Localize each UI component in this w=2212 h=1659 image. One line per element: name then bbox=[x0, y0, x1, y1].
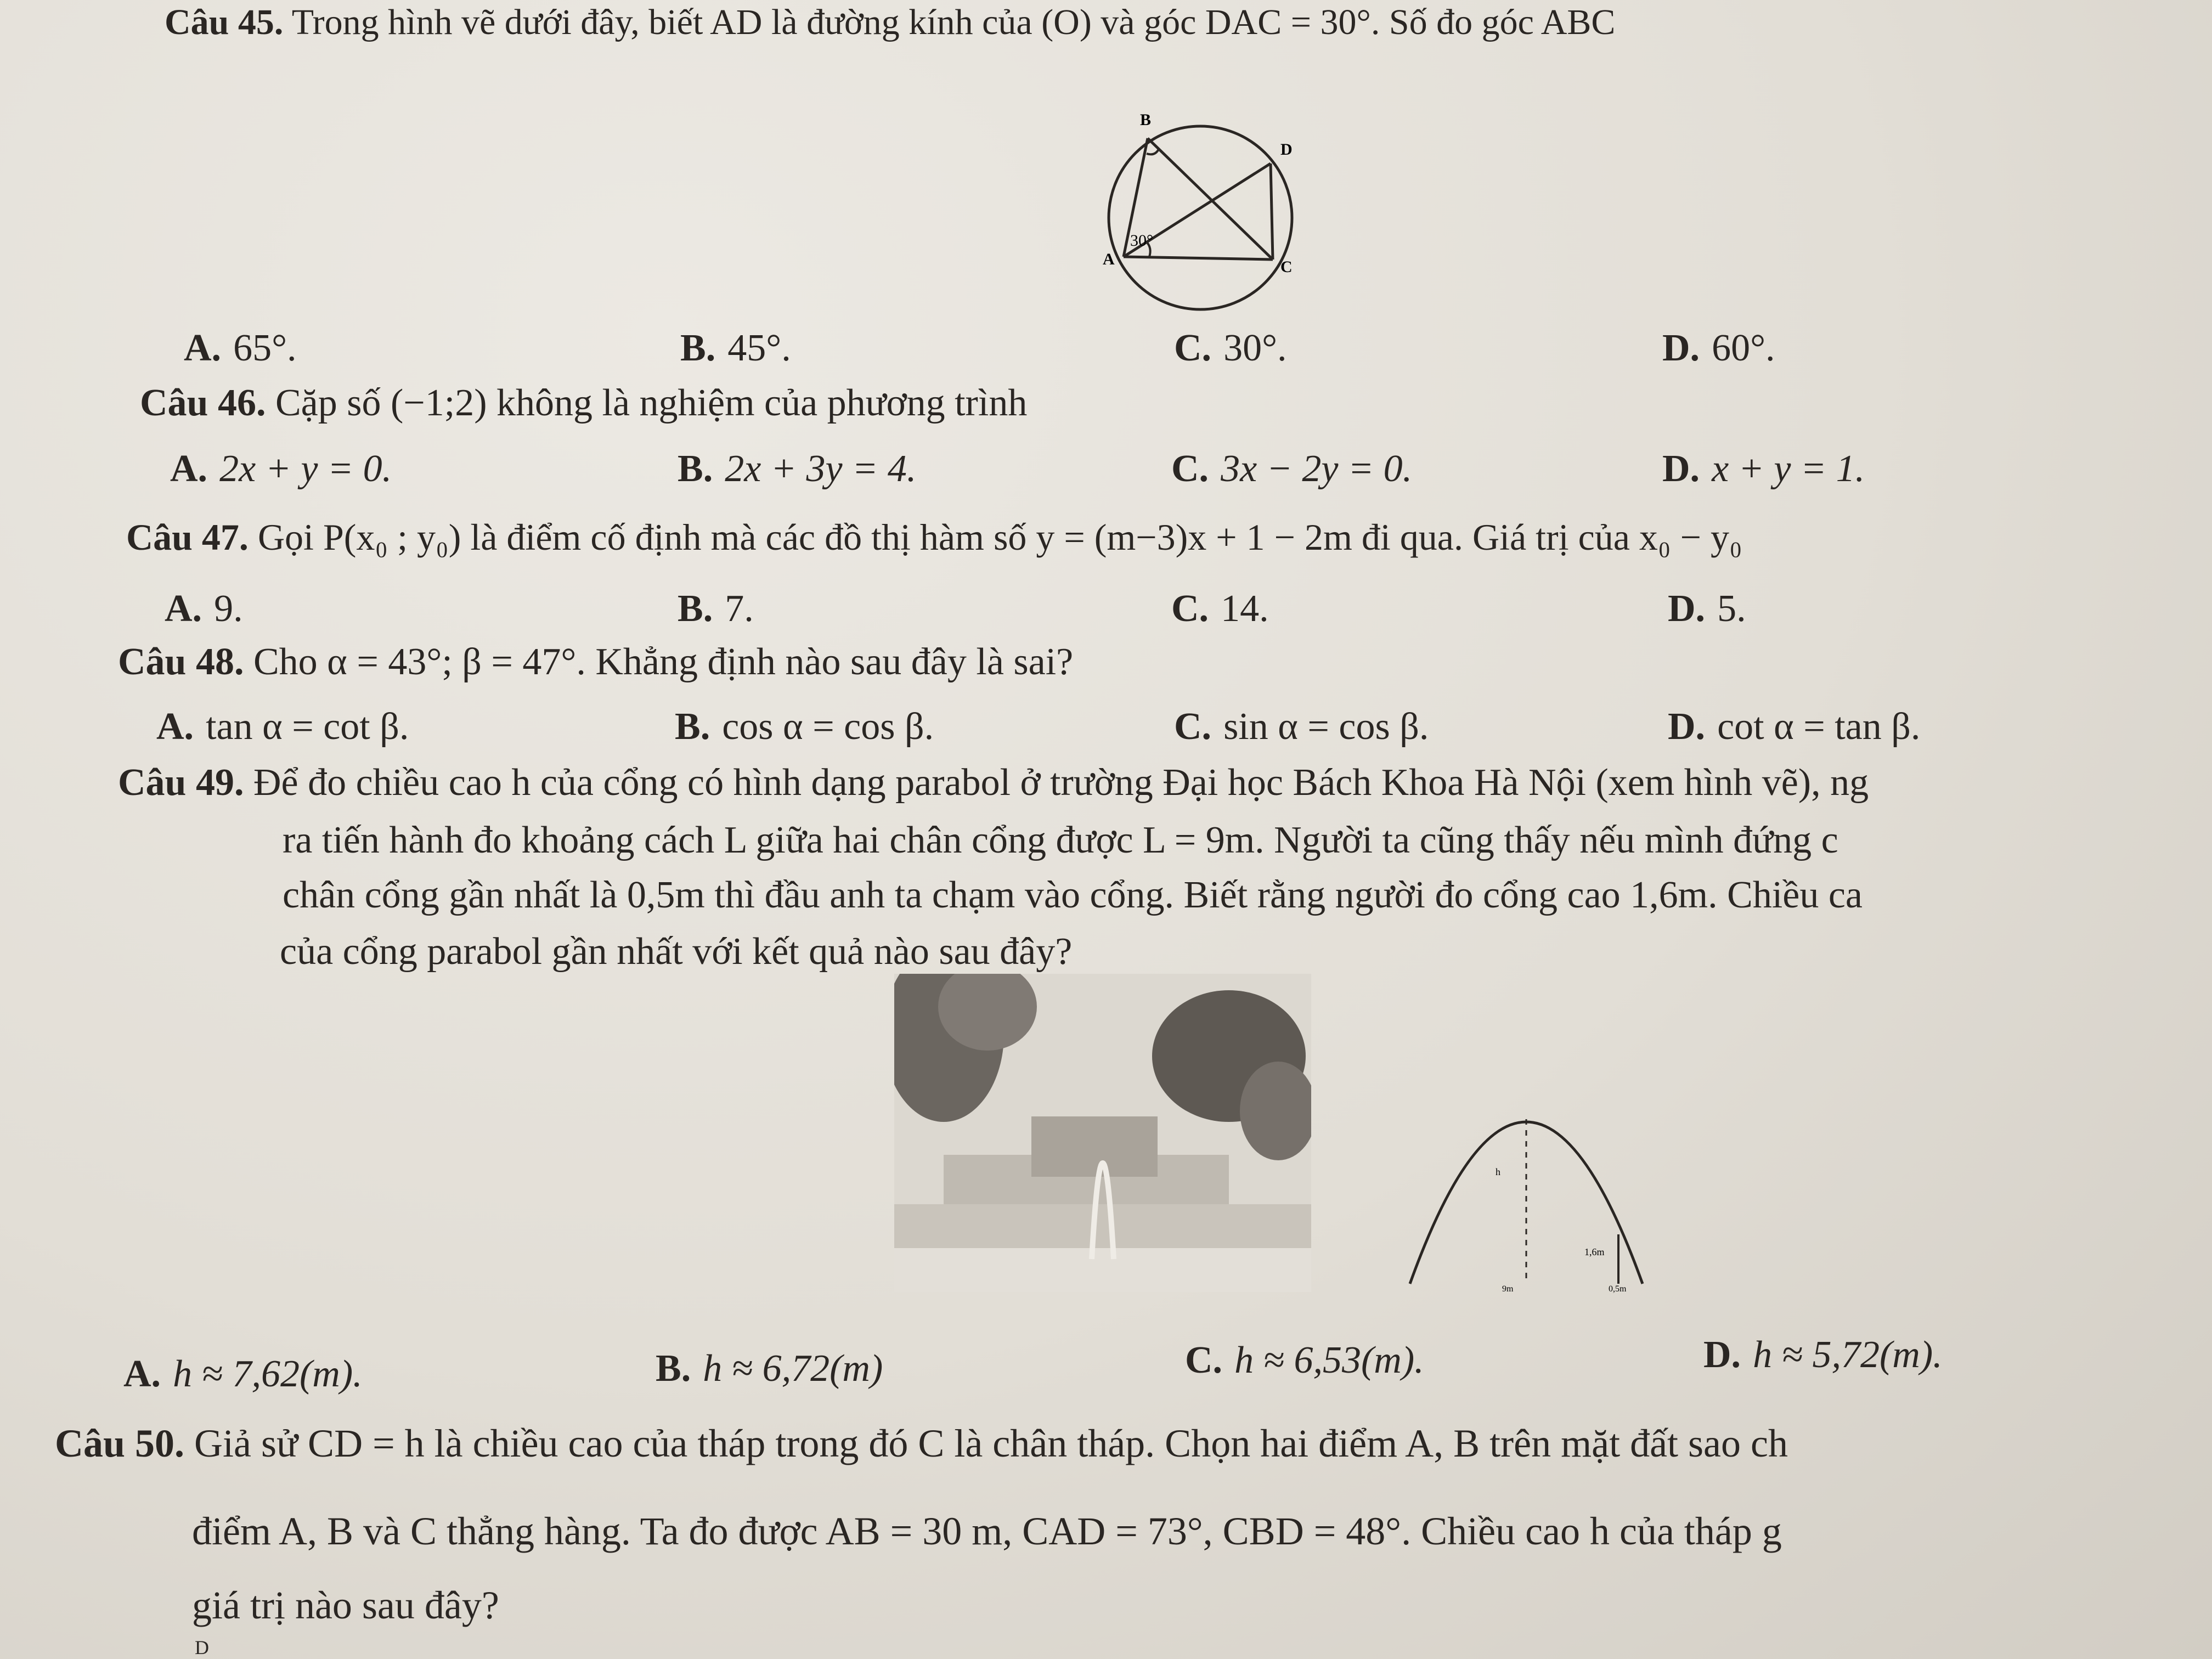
parabola-figure bbox=[1393, 1059, 1657, 1300]
q49-line-4: của cổng parabol gần nhất với kết quả nào sau đây? bbox=[280, 930, 1073, 973]
q45-option-a[interactable]: A. 65°. bbox=[184, 327, 297, 369]
angle-30-label: 30° bbox=[1130, 232, 1153, 250]
h-label: h bbox=[1496, 1166, 1500, 1177]
q49-option-b[interactable]: B. h ≈ 6,72(m) bbox=[656, 1347, 883, 1390]
point-d-label: D bbox=[1280, 140, 1293, 159]
segment-ac bbox=[1124, 257, 1273, 259]
q46-option-a[interactable]: A. 2x + y = 0. bbox=[170, 448, 392, 490]
q48-text: Cho α = 43°; β = 47°. Khẳng định nào sau đây là sai? bbox=[253, 641, 1074, 683]
q49-line-1 bbox=[118, 761, 1869, 804]
q49-option-c[interactable]: C. h ≈ 6,53(m). bbox=[1185, 1339, 1424, 1381]
q50-text-1: Giả sử CD = h là chiều cao của tháp trong đó C là chân tháp. Chọn hai điểm A, B trên mặt đất sao ch bbox=[194, 1421, 1788, 1465]
angle-b-mark bbox=[1147, 149, 1159, 154]
q49-label: Câu 49. bbox=[118, 761, 244, 804]
q47-option-a[interactable]: A. 9. bbox=[165, 588, 243, 630]
q47-option-c[interactable]: C. 14. bbox=[1171, 588, 1269, 630]
q48-option-a[interactable]: A. tan α = cot β. bbox=[156, 706, 409, 748]
q45-text: Trong hình vẽ dưới đây, biết AD là đường kính của (O) và góc DAC = 30°. Số đo góc ABC bbox=[291, 2, 1616, 42]
q45-option-b[interactable]: B. 45°. bbox=[680, 327, 791, 369]
q47-text: Gọi P(x₀ ; y₀) là điểm cố định mà các đồ thị hàm số y = (m−3)x + 1 − 2m đi qua. Giá trị của x₀ − y₀ bbox=[257, 516, 1742, 558]
q45-label: Câu 45. bbox=[165, 2, 284, 42]
q48-option-d[interactable]: D. cot α = tan β. bbox=[1668, 706, 1921, 748]
point-a-label: A bbox=[1103, 250, 1115, 268]
q45-circle-figure bbox=[1064, 110, 1317, 318]
q50-line-1 bbox=[55, 1421, 1788, 1465]
q46-option-d[interactable]: D. x + y = 1. bbox=[1662, 448, 1865, 490]
distance-label: 0,5m bbox=[1609, 1284, 1627, 1294]
q50-stub: D bbox=[195, 1637, 209, 1658]
gate-photo bbox=[894, 974, 1311, 1292]
q49-option-a[interactable]: A. h ≈ 7,62(m). bbox=[123, 1353, 363, 1395]
q45-option-c[interactable]: C. 30°. bbox=[1174, 327, 1287, 369]
l-label: 9m bbox=[1502, 1284, 1514, 1294]
q50-line-3: giá trị nào sau đây? bbox=[192, 1583, 499, 1627]
q46-label: Câu 46. bbox=[140, 382, 266, 424]
segment-bc bbox=[1148, 138, 1273, 259]
q48-option-c[interactable]: C. sin α = cos β. bbox=[1174, 706, 1429, 748]
q47-option-b[interactable]: B. 7. bbox=[678, 588, 754, 630]
circle-o bbox=[1109, 126, 1292, 309]
q48-option-b[interactable]: B. cos α = cos β. bbox=[675, 706, 934, 748]
point-c-label: C bbox=[1280, 258, 1293, 276]
q45-line bbox=[165, 4, 1615, 41]
q47-label: Câu 47. bbox=[126, 516, 249, 558]
q46-option-c[interactable]: C. 3x − 2y = 0. bbox=[1171, 448, 1413, 490]
q45-option-d[interactable]: D. 60°. bbox=[1662, 327, 1775, 369]
q49-line-2: ra tiến hành đo khoảng cách L giữa hai chân cổng được L = 9m. Người ta cũng thấy nếu mình đứng c bbox=[283, 819, 1838, 861]
q46-option-b[interactable]: B. 2x + 3y = 4. bbox=[678, 448, 917, 490]
q47-option-d[interactable]: D. 5. bbox=[1668, 588, 1746, 630]
person-height-label: 1,6m bbox=[1584, 1246, 1605, 1257]
q48-label: Câu 48. bbox=[118, 641, 244, 683]
q50-label: Câu 50. bbox=[55, 1421, 185, 1465]
q48-line bbox=[118, 643, 1073, 681]
q46-text: Cặp số (−1;2) không là nghiệm của phương trình bbox=[275, 382, 1028, 424]
q50-line-2: điểm A, B và C thẳng hàng. Ta đo được AB = 30 m, CAD = 73°, CBD = 48°. Chiều cao h của tháp g bbox=[192, 1509, 1782, 1553]
point-b-label: B bbox=[1140, 111, 1152, 129]
q49-option-d[interactable]: D. h ≈ 5,72(m). bbox=[1703, 1334, 1943, 1376]
q47-line bbox=[126, 518, 1742, 556]
q49-line-3: chân cổng gần nhất là 0,5m thì đầu anh ta chạm vào cổng. Biết rằng người đo cổng cao 1,6m. Chiều ca bbox=[283, 874, 1863, 916]
segment-dc bbox=[1271, 163, 1273, 259]
q46-line bbox=[140, 384, 1027, 422]
q49-text-1: Để đo chiều cao h của cổng có hình dạng parabol ở trường Đại học Bách Khoa Hà Nội (xem hình vẽ), ng bbox=[253, 761, 1869, 804]
